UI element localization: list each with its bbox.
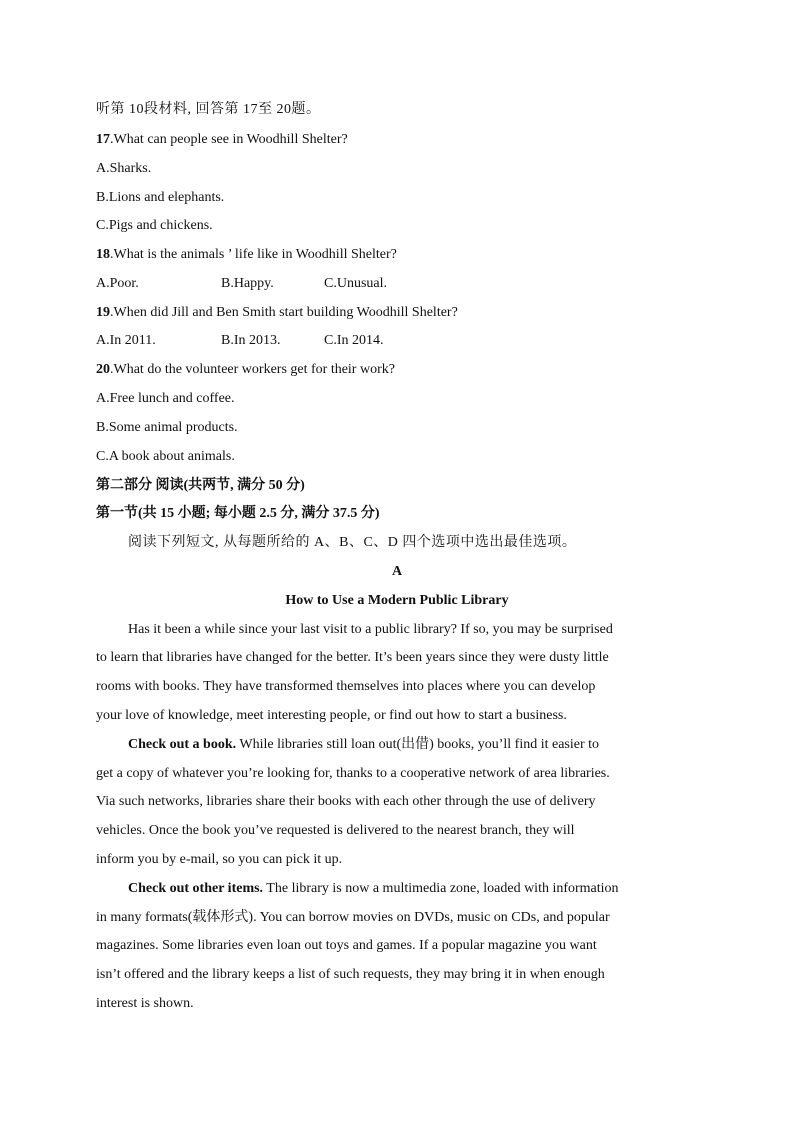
para3-text: The library is now a multimedia zone, loaded with information <box>263 881 619 896</box>
reading-instruction: 阅读下列短文, 从每题所给的 A、B、C、D 四个选项中选出最佳选项。 <box>128 535 577 550</box>
question-number: 18 <box>96 247 110 262</box>
para3-line-4: isn’t offered and the library keeps a list of such requests, they may bring it in when enough <box>96 967 605 982</box>
para3-line-5: interest is shown. <box>96 996 194 1011</box>
option-19c: C.In 2014. <box>324 333 384 348</box>
option-20b: B.Some animal products. <box>96 420 238 435</box>
para2-line-4: vehicles. Once the book you’ve requested is delivered to the nearest branch, they will <box>96 823 575 838</box>
option-18c: C.Unusual. <box>324 276 387 291</box>
para2-line-5: inform you by e-mail, so you can pick it up. <box>96 852 343 867</box>
para3-line-3: magazines. Some libraries even loan out toys and games. If a popular magazine you want <box>96 938 597 953</box>
para3-lead: Check out other items. <box>128 881 264 896</box>
para2-line-3: Via such networks, libraries share their books with each other through the use of delivery <box>96 794 596 809</box>
section-intro: 听第 10段材料, 回答第 17至 20题。 <box>96 102 321 117</box>
question-number: 17 <box>96 132 110 147</box>
option-20c: C.A book about animals. <box>96 449 235 464</box>
question-text: .What can people see in Woodhill Shelter? <box>110 132 348 147</box>
para1-line-3: rooms with books. They have transformed themselves into places where you can develop <box>96 679 596 694</box>
question-17 <box>96 131 348 149</box>
question-18 <box>96 246 397 264</box>
para3-line-2: in many formats(载体形式). You can borrow movies on DVDs, music on CDs, and popular <box>96 910 610 925</box>
question-text: .When did Jill and Ben Smith start building Woodhill Shelter? <box>110 305 458 320</box>
para1-line-1: Has it been a while since your last visit to a public library? If so, you may be surprised <box>128 622 613 637</box>
option-17b: B.Lions and elephants. <box>96 190 225 205</box>
para2-line-1 <box>128 736 599 754</box>
question-20 <box>96 361 395 379</box>
passage-title: How to Use a Modern Public Library <box>285 593 509 608</box>
para1-line-2: to learn that libraries have changed for the better. It’s been years since they were dusty little <box>96 650 609 665</box>
option-20a: A.Free lunch and coffee. <box>96 391 235 406</box>
question-number: 20 <box>96 362 110 377</box>
para2-line-2: get a copy of whatever you’re looking for, thanks to a cooperative network of area libraries. <box>96 766 610 781</box>
para1-line-4: your love of knowledge, meet interesting people, or find out how to start a business. <box>96 708 567 723</box>
para2-lead: Check out a book. <box>128 737 237 752</box>
option-18b: B.Happy. <box>221 276 274 291</box>
part2-heading: 第二部分 阅读(共两节, 满分 50 分) <box>96 478 305 493</box>
passage-letter: A <box>391 564 403 579</box>
question-text: .What do the volunteer workers get for their work? <box>110 362 395 377</box>
question-text: .What is the animals ’ life like in Woodhill Shelter? <box>110 247 397 262</box>
option-18a: A.Poor. <box>96 276 139 291</box>
option-17c: C.Pigs and chickens. <box>96 218 213 233</box>
option-17a: A.Sharks. <box>96 161 152 176</box>
section1-heading: 第一节(共 15 小题; 每小题 2.5 分, 满分 37.5 分) <box>96 506 380 521</box>
option-19b: B.In 2013. <box>221 333 281 348</box>
question-19 <box>96 304 458 322</box>
para2-text: While libraries still loan out(出借) books, you’ll find it easier to <box>236 737 600 752</box>
question-number: 19 <box>96 305 110 320</box>
option-19a: A.In 2011. <box>96 333 156 348</box>
para3-line-1 <box>128 880 619 898</box>
